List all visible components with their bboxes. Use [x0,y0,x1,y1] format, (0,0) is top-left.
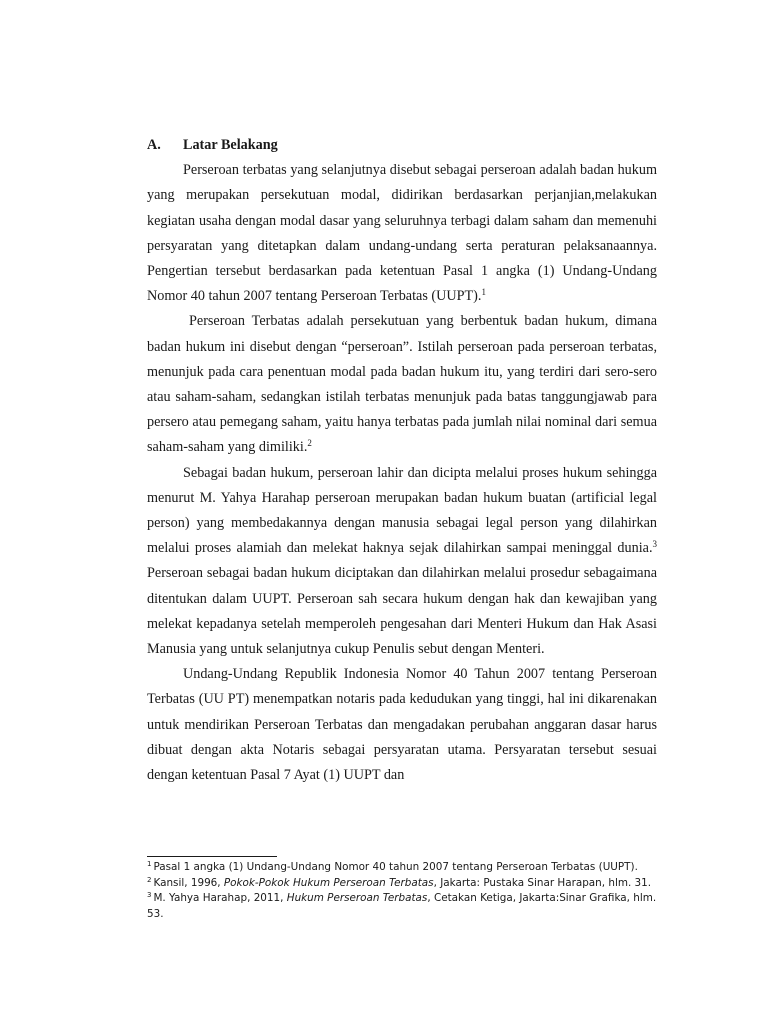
paragraph-3-text-b: Perseroan sebagai badan hukum diciptakan dan dilahirkan melalui prosedur sebagaimana ditentukan dalam UUPT. Perseroan sah secara hukum dengan hak dan kewajiban yang melekat kepadanya setelah memperoleh pengesahan dari Menteri Hukum dan Hak Asasi Manusia yang untuk selanjutnya cukup Penulis sebut dengan Menteri. [147,565,657,658]
footnote-book-title: Pokok-Pokok Hukum Perseroan Terbatas [223,876,434,889]
footnote-3 [147,891,667,922]
body-text [147,133,657,788]
section-title: Latar Belakang [183,137,278,153]
footnote-number: 1 [147,860,152,868]
footnotes [147,860,667,922]
footnote-separator [147,856,277,857]
footnote-number: 2 [147,875,152,884]
footnote-text-end: , Cetakan Ketiga, Jakarta:Sinar Grafika, hlm. 53. [147,892,657,920]
footnote-text: M. Yahya Harahap, 2011, [153,892,287,904]
paragraph-2 [147,309,657,460]
paragraph-1 [147,158,657,309]
footnote-ref-1: 1 [481,287,486,298]
section-heading [147,133,657,158]
section-number: A. [147,137,161,153]
footnote-1 [147,860,667,876]
paragraph-4 [147,662,657,788]
footnote-text-end: , Jakarta: Pustaka Sinar Harapan, hlm. 31. [433,876,652,889]
footnote-2 [147,876,667,892]
footnote-ref-3: 3 [652,539,657,550]
footnote-book-title: Hukum Perseroan Terbatas [286,892,428,904]
paragraph-3-text-a: Sebagai badan hukum, perseroan lahir dan dicipta melalui proses hukum sehingga menurut M. Yahya Harahap perseroan merupakan badan hukum buatan (artificial legal person) yang membedakannya dengan manusia sebagai legal person yang dilahirkan melalui proses alamiah dan melekat haknya sejak dilahirkan sampai meninggal dunia. [147,464,657,557]
paragraph-2-text: Perseroan Terbatas adalah persekutuan yang berbentuk badan hukum, dimana badan hukum ini disebut dengan “perseroan”. Istilah perseroan pada perseroan terbatas, menunjuk pada cara penentuan modal pada badan hukum itu, yang terdiri dari sero-sero atau saham-saham, sedangkan istilah terbatas menunjuk pada batas tanggungjawab para persero atau pemegang saham, yaitu hanya terbatas pada jumlah nilai nominal dari semua saham-saham yang dimiliki. [147,313,657,456]
footnote-text: Pasal 1 angka (1) Undang-Undang Nomor 40 tahun 2007 tentang Perseroan Terbatas (UUPT). [153,861,638,873]
paragraph-4-text: Undang-Undang Republik Indonesia Nomor 40 Tahun 2007 tentang Perseroan Terbatas (UU PT) menempatkan notaris pada kedudukan yang tinggi, hal ini dikarenakan untuk mendirikan Perseroan Terbatas dan mengadakan perubahan anggaran dasar harus dibuat dengan akta Notaris sebagai persyaratan utama. Persyaratan tersebut sesuai dengan ketentuan Pasal 7 Ayat (1) UUPT dan [147,666,657,784]
footnote-number: 3 [147,891,152,899]
footnote-ref-2: 2 [307,438,312,449]
paragraph-1-text: Perseroan terbatas yang selanjutnya disebut sebagai perseroan adalah badan hukum yang merupakan persekutuan modal, didirikan berdasarkan perjanjian,melakukan kegiatan usaha dengan modal dasar yang seluruhnya terbagi dalam saham dan memenuhi persyaratan yang ditetapkan dalam undang-undang serta peraturan pelaksanaannya. Pengertian tersebut berdasarkan pada ketentuan Pasal 1 angka (1) Undang-Undang Nomor 40 tahun 2007 tentang Perseroan Terbatas (UUPT). [147,162,657,305]
footnote-text: Kansil, 1996, [153,876,224,889]
paragraph-3 [147,461,657,663]
